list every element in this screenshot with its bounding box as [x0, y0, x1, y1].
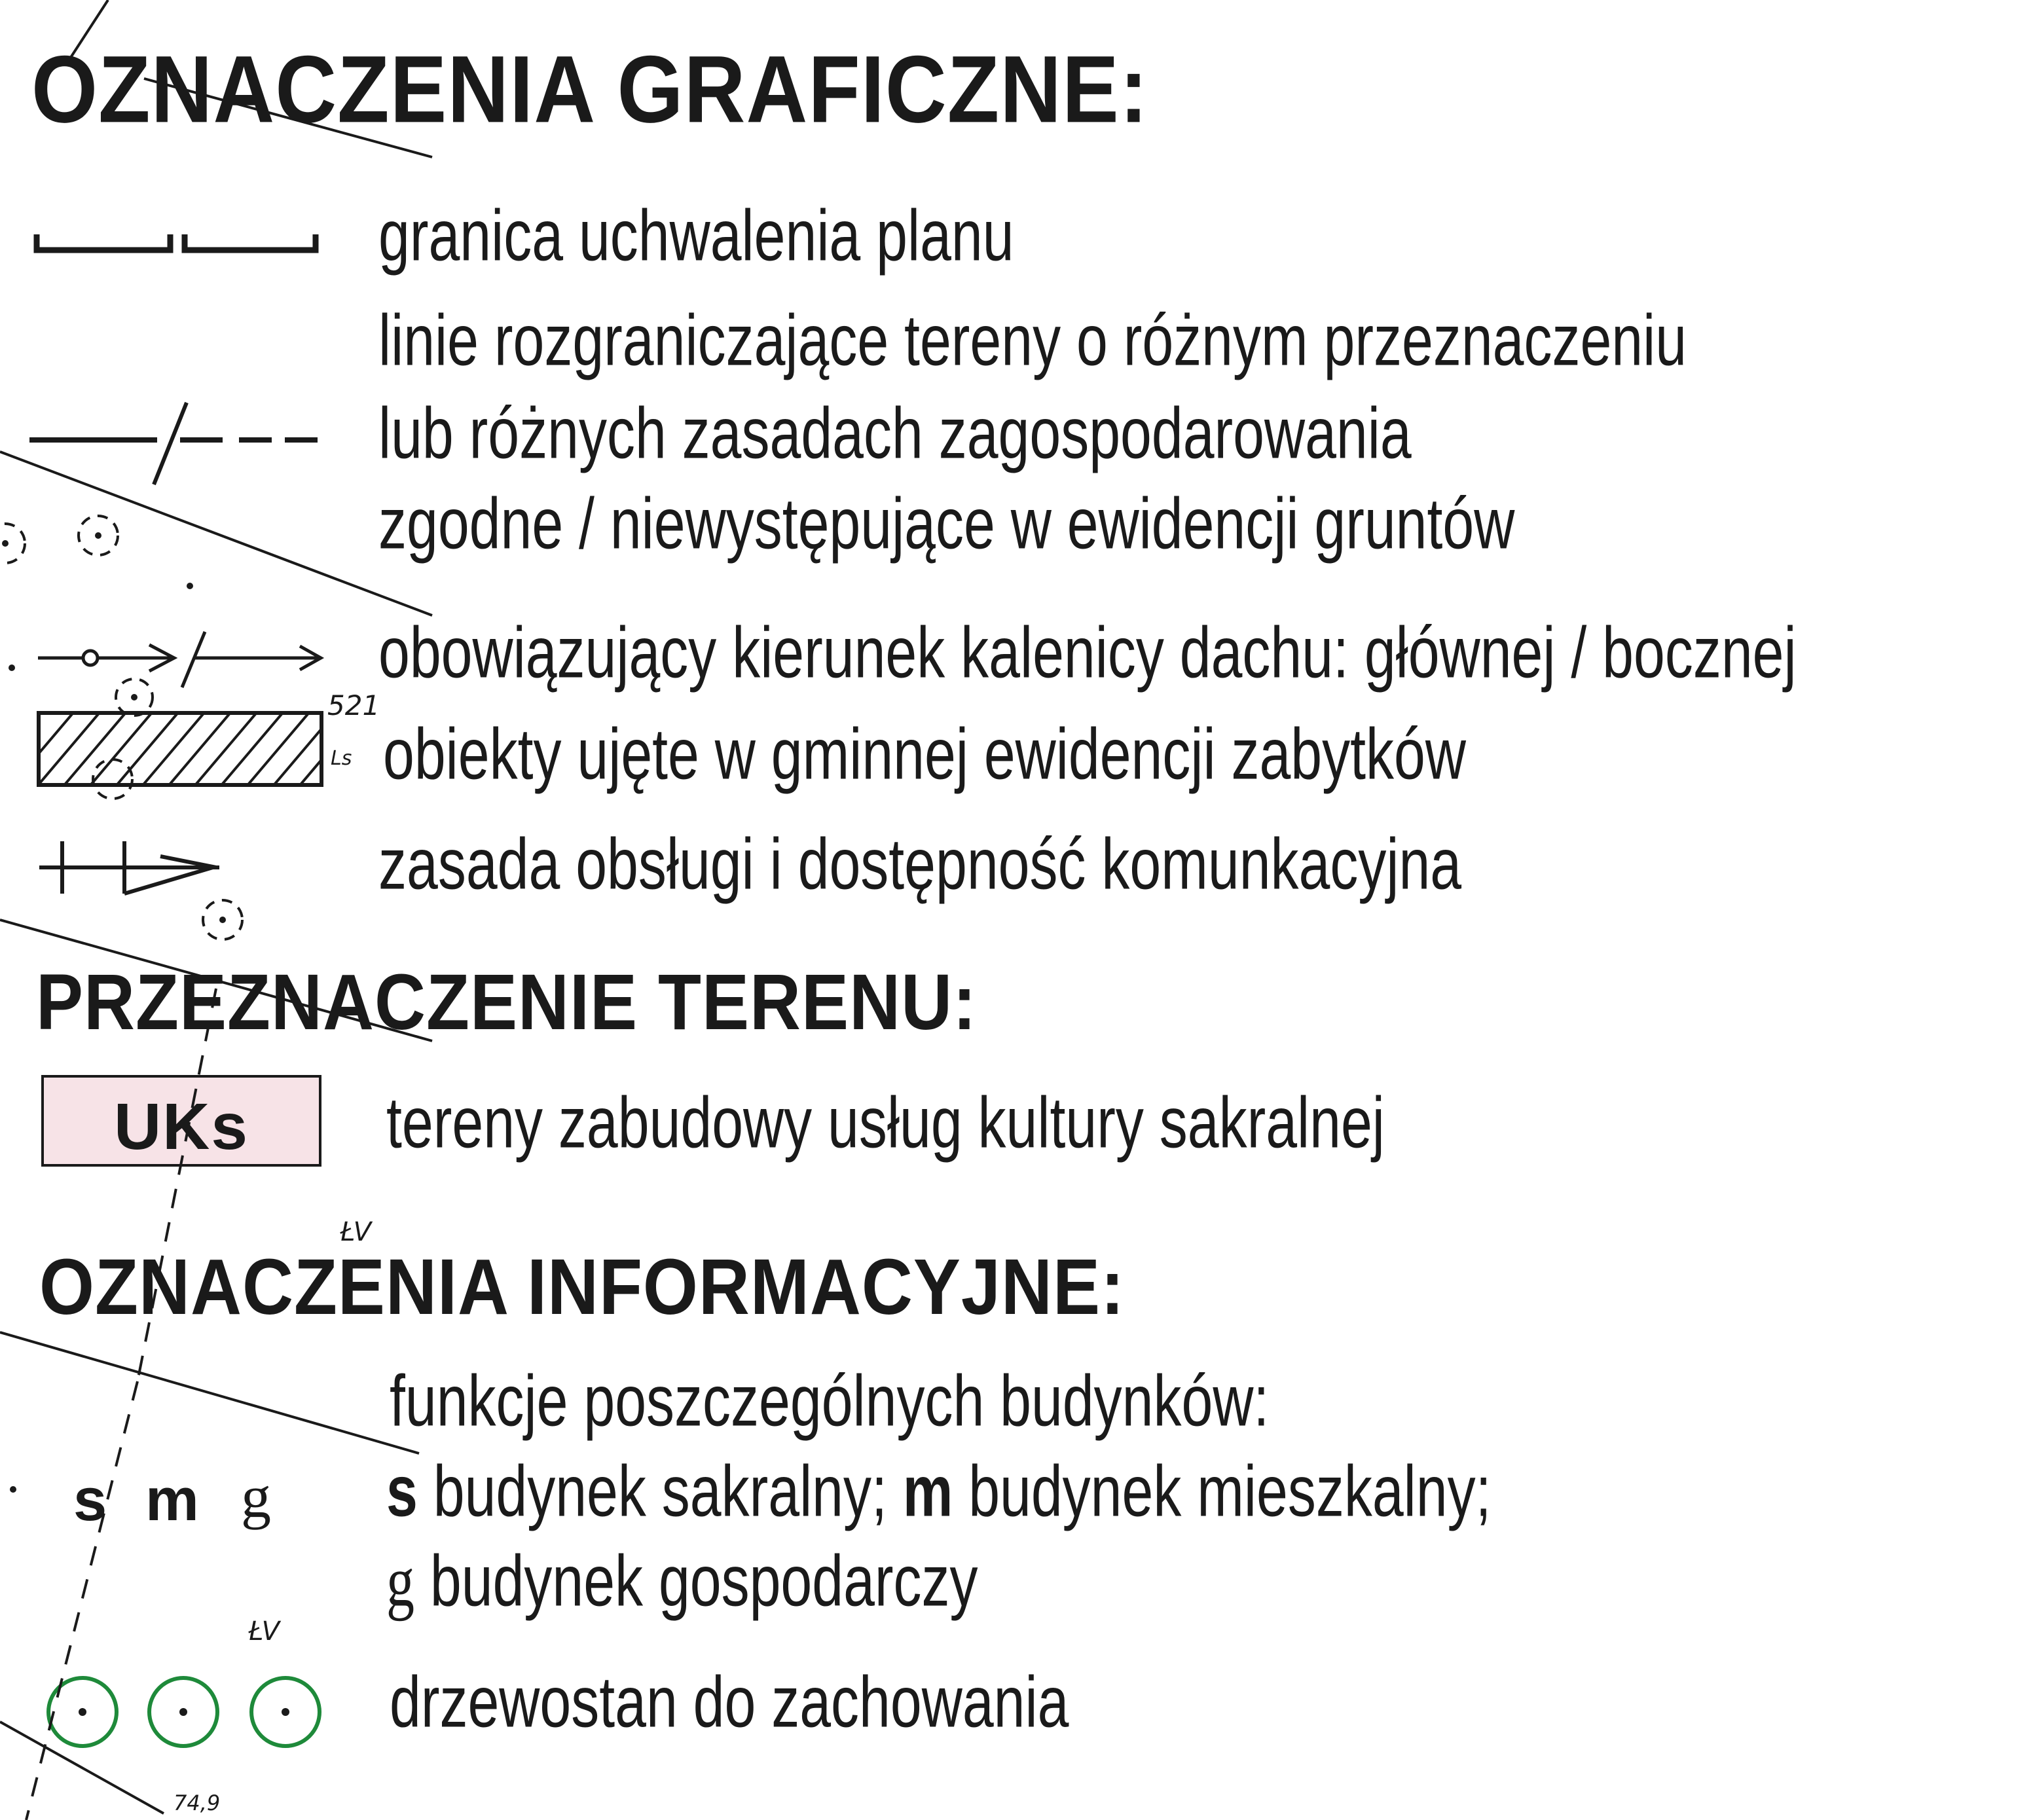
dividing-lines-label-line-3: zgodne / niewystępujące w ewidencji gruntów — [378, 483, 1515, 564]
heritage-objects-label: obiekty ujęte w gminnej ewidencji zabytków — [383, 714, 1466, 795]
code-m-description: budynek mieszkalny; — [968, 1451, 1492, 1532]
map-label-lv-2: ŁV — [249, 1616, 280, 1647]
section-title-informational: OZNACZENIA INFORMACYJNE: — [39, 1242, 1125, 1331]
plan-boundary-label: granica uchwalenia planu — [378, 195, 1014, 276]
building-functions-line-2 — [386, 1451, 1492, 1532]
code-m-inline: m — [902, 1451, 953, 1532]
heritage-objects-hatch-symbol — [36, 710, 327, 789]
dividing-lines-label-line-1: linie rozgraniczające tereny o różnym przeznaczeniu — [378, 300, 1687, 381]
dividing-line-symbol — [26, 393, 327, 498]
code-g-description: budynek gospodarczy — [430, 1540, 978, 1622]
trees-label: drzewostan do zachowania — [390, 1662, 1069, 1743]
map-label-lv-1: ŁV — [340, 1217, 371, 1247]
land-use-code: UKs — [113, 1090, 249, 1163]
building-functions-line-3 — [386, 1540, 978, 1622]
map-number-749: 74,9 — [174, 1791, 221, 1815]
building-code-m: m — [145, 1466, 199, 1533]
land-use-code-box — [41, 1075, 321, 1167]
land-use-description: tereny zabudowy usług kultury sakralnej — [386, 1082, 1385, 1163]
ridge-direction-label: obowiązujący kierunek kalenicy dachu: głównej / bocznej — [378, 612, 1797, 693]
ridge-direction-symbol — [31, 622, 326, 694]
code-s-description: budynek sakralny; — [433, 1451, 887, 1532]
access-rule-symbol — [36, 831, 226, 903]
code-g-inline: g — [386, 1541, 414, 1622]
trees-symbol — [39, 1666, 340, 1758]
code-s-inline: s — [386, 1451, 418, 1532]
map-number-521: 521 — [327, 689, 380, 721]
map-label-ls: Ls — [331, 747, 352, 770]
building-code-g: g — [241, 1463, 271, 1530]
access-rule-label: zasada obsługi i dostępność komunkacyjna — [378, 824, 1462, 905]
building-code-s: s — [73, 1466, 107, 1533]
section-title-land-use: PRZEZNACZENIE TERENU: — [36, 957, 978, 1046]
dividing-lines-label-line-2: lub różnych zasadach zagospodarowania — [378, 393, 1412, 474]
section-title-graphic: OZNACZENIA GRAFICZNE: — [31, 35, 1149, 143]
building-functions-header: funkcje poszczególnych budynków: — [390, 1360, 1270, 1442]
plan-boundary-symbol — [33, 216, 321, 262]
